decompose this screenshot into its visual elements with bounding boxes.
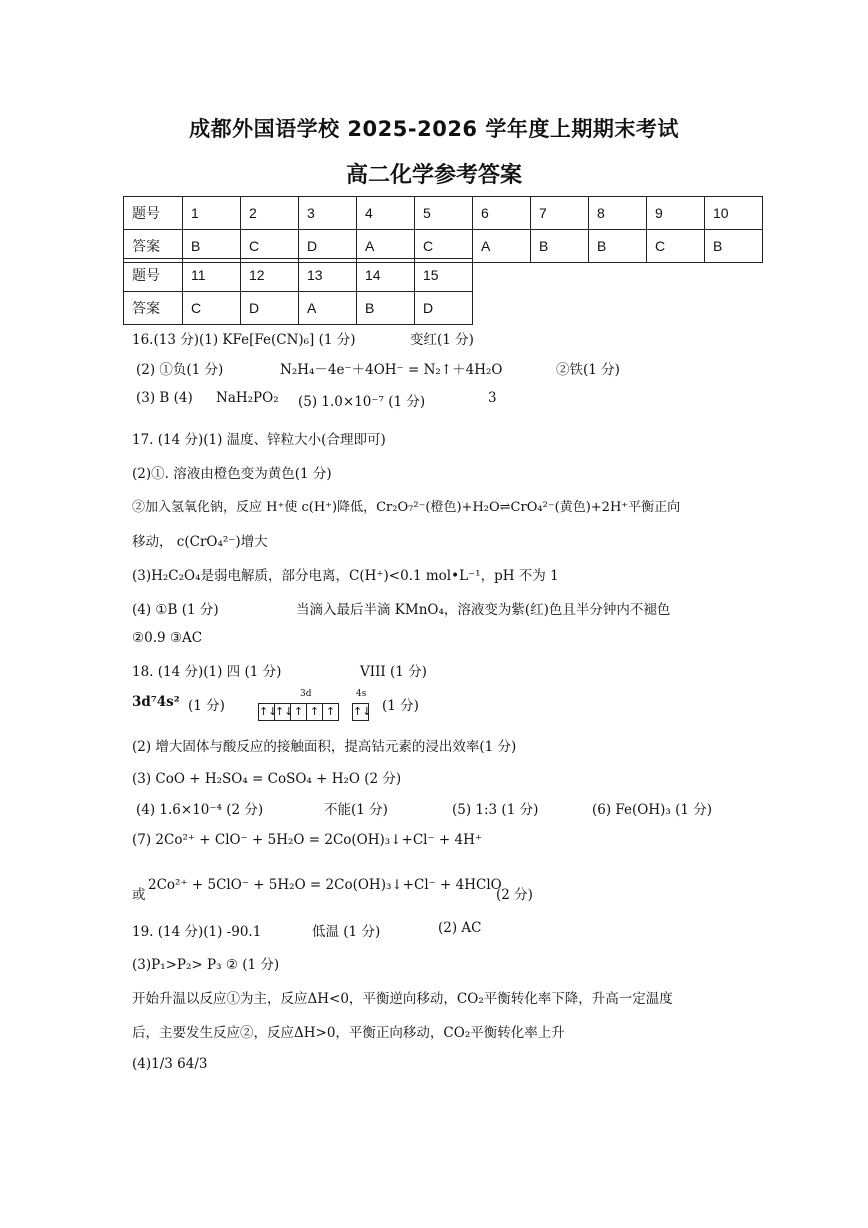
table-cell: 15 <box>415 259 473 292</box>
table-cell: 8 <box>589 197 647 230</box>
q17-part6a: (4) ①B (1 分) <box>132 602 219 618</box>
orbital-diagram-4s <box>353 703 372 721</box>
q16-part2c: ②铁(1 分) <box>556 362 620 378</box>
q17-part6b: 当滴入最后半滴 KMnO₄，溶液变为紫(红)色且半分钟内不褪色 <box>296 602 671 618</box>
table-row <box>124 197 763 230</box>
q19-line3: 开始升温以反应①为主，反应ΔH<0，平衡逆向移动，CO₂平衡转化率下降，升高一定温度 <box>132 991 673 1007</box>
q18-part7a: 或 <box>132 887 146 903</box>
q18-part2c: (1 分) <box>382 698 419 714</box>
q18-part5a: (4) 1.6×10⁻⁴ (2 分) <box>136 802 264 818</box>
q18-electron-config: 3d⁷4s² <box>132 694 180 710</box>
table-cell: 10 <box>705 197 763 230</box>
q16-part3a: (3) B (4) <box>136 390 193 406</box>
orbital-box: ↑ <box>290 703 307 721</box>
table-cell: 答案 <box>124 292 183 325</box>
answer-table-top <box>123 196 763 263</box>
q18-part7c: (2 分) <box>496 887 533 903</box>
q18-part5b: 不能(1 分) <box>324 802 388 818</box>
q17-line1: 17. (14 分)(1) 温度、锌粒大小(合理即可) <box>132 432 386 448</box>
table-cell: B <box>705 230 763 263</box>
table-cell: 题号 <box>124 197 183 230</box>
table-cell: A <box>299 292 357 325</box>
table-cell: 4 <box>357 197 415 230</box>
table-cell: B <box>183 230 241 263</box>
table-cell: D <box>415 292 473 325</box>
q19-line4: 后，主要发生反应②，反应ΔH>0，平衡正向移动，CO₂平衡转化率上升 <box>132 1025 565 1041</box>
table-cell: 12 <box>241 259 299 292</box>
table-cell: B <box>589 230 647 263</box>
q17-line3: ②加入氢氧化钠，反应 H⁺使 c(H⁺)降低，Cr₂O₇²⁻(橙色)+H₂O⇌CrO₄²⁻(黄色)+2H⁺平衡正向 <box>132 500 681 515</box>
table-cell: 11 <box>183 259 241 292</box>
q19-line5: (4)1/3 64/3 <box>132 1056 208 1072</box>
exam-subtitle: 高二化学参考答案 <box>345 163 522 188</box>
table-cell: A <box>473 230 531 263</box>
table-cell: D <box>241 292 299 325</box>
answer-table-bottom <box>123 258 473 325</box>
table-cell: 9 <box>647 197 705 230</box>
table-cell: 14 <box>357 259 415 292</box>
q17-line2: (2)①. 溶液由橙色变为黄色(1 分) <box>132 466 332 482</box>
q17-line7: ②0.9 ③AC <box>132 630 203 646</box>
orbital-3d-label: 3d <box>300 689 312 699</box>
orbital-box: ↑ <box>322 703 339 721</box>
orbital-box: ↑↓ <box>352 703 369 721</box>
exam-title: 成都外国语学校 2025-2026 学年度上期期末考试 <box>189 117 679 141</box>
q16-part1b: 变红(1 分) <box>410 332 474 348</box>
q19-line2: (3)P₁>P₂> P₃ ② (1 分) <box>132 957 280 973</box>
q16-part2a: (2) ①负(1 分) <box>136 362 224 378</box>
orbital-box: ↑↓ <box>258 703 275 721</box>
q18-line6: (7) 2Co²⁺ + ClO⁻ + 5H₂O = 2Co(OH)₃↓+Cl⁻ + 4H⁺ <box>132 832 482 848</box>
orbital-box: ↑ <box>306 703 323 721</box>
q18-part5c: (5) 1:3 (1 分) <box>452 802 539 818</box>
table-cell: 1 <box>183 197 241 230</box>
q19-part1b: 低温 (1 分) <box>312 924 381 940</box>
q16-part3d: 3 <box>488 390 497 406</box>
q18-part1b: VIII (1 分) <box>360 664 427 680</box>
table-cell: C <box>415 230 473 263</box>
table-cell: 6 <box>473 197 531 230</box>
table-cell: 3 <box>299 197 357 230</box>
q18-part5d: (6) Fe(OH)₃ (1 分) <box>592 802 713 818</box>
q18-part1a: 18. (14 分)(1) 四 (1 分) <box>132 664 282 680</box>
table-cell: 13 <box>299 259 357 292</box>
q17-line4: 移动， c(CrO₄²⁻)增大 <box>132 534 268 550</box>
q19-part1c: (2) AC <box>438 920 482 936</box>
orbital-4s-label: 4s <box>356 689 367 699</box>
table-cell: A <box>357 230 415 263</box>
table-cell: C <box>183 292 241 325</box>
table-cell: 题号 <box>124 259 183 292</box>
table-cell: B <box>531 230 589 263</box>
table-cell: B <box>357 292 415 325</box>
table-cell: 2 <box>241 197 299 230</box>
q16-part1: 16.(13 分)(1) KFe[Fe(CN)₆] (1 分) <box>132 332 356 348</box>
q16-formula: NaH₂PO₂ <box>216 390 279 406</box>
table-cell: C <box>647 230 705 263</box>
table-row <box>124 259 473 292</box>
q16-equation: N₂H₄－4e⁻＋4OH⁻ = N₂↑＋4H₂O <box>280 362 503 378</box>
q18-line4: (3) CoO + H₂SO₄ = CoSO₄ + H₂O (2 分) <box>132 771 402 787</box>
table-cell: 7 <box>531 197 589 230</box>
q17-line5: (3)H₂C₂O₄是弱电解质，部分电离，C(H⁺)<0.1 mol•L⁻¹，pH 不为 1 <box>132 568 559 584</box>
q19-part1a: 19. (14 分)(1) -90.1 <box>132 924 262 940</box>
table-cell: 答案 <box>124 230 183 263</box>
q18-equation-alt: 2Co²⁺ + 5ClO⁻ + 5H₂O = 2Co(OH)₃↓+Cl⁻ + 4HClO <box>148 877 502 893</box>
orbital-box: ↑↓ <box>274 703 291 721</box>
orbital-diagram-3d <box>259 703 339 721</box>
table-row <box>124 292 473 325</box>
table-cell: 5 <box>415 197 473 230</box>
q18-line3: (2) 增大固体与酸反应的接触面积，提高钴元素的浸出效率(1 分) <box>132 739 517 755</box>
table-cell: D <box>299 230 357 263</box>
q18-part2b: (1 分) <box>188 698 225 714</box>
q16-part3c: (5) 1.0×10⁻⁷ (1 分) <box>298 394 426 410</box>
table-cell: C <box>241 230 299 263</box>
